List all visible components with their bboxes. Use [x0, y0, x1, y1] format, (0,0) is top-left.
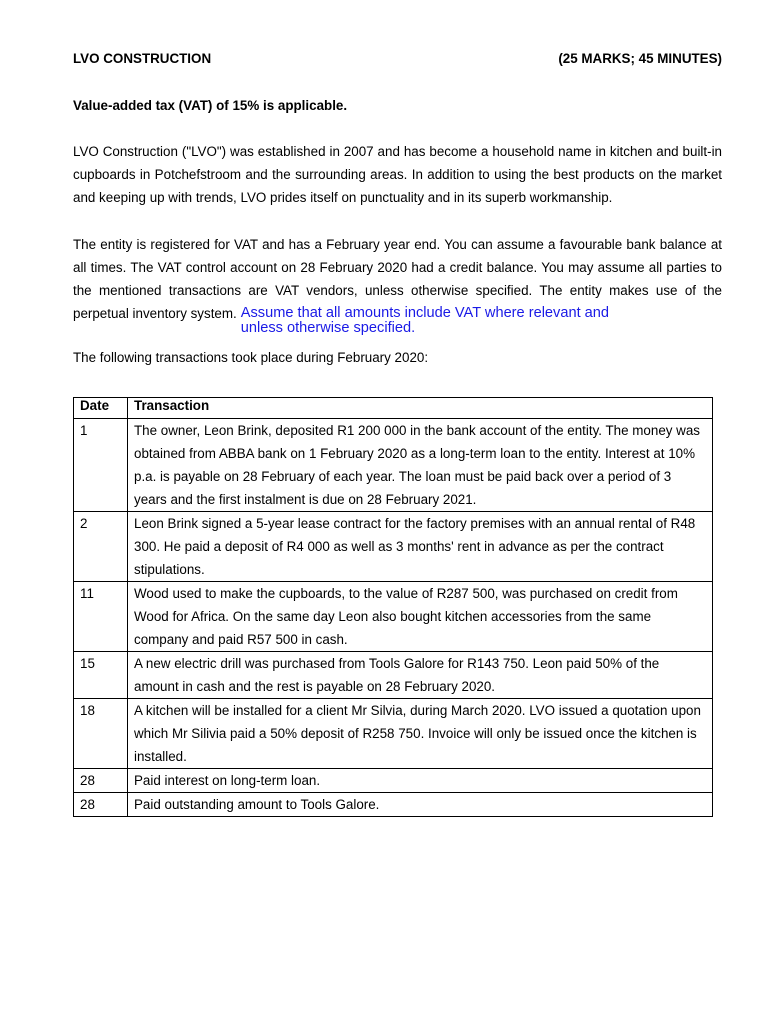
table-row	[74, 699, 713, 769]
table-row	[74, 419, 713, 512]
row-date: 2	[74, 512, 128, 582]
table-row	[74, 793, 713, 817]
document-header	[73, 51, 722, 66]
row-transaction: Leon Brink signed a 5-year lease contract for the factory premises with an annual rental of R48 300. He paid a deposit of R4 000 as well as 3 months' rent in advance as per the contract stipulations.	[128, 512, 713, 582]
document-title: LVO CONSTRUCTION	[73, 51, 212, 66]
table-row	[74, 512, 713, 582]
row-transaction: Wood used to make the cupboards, to the value of R287 500, was purchased on credit from Wood for Africa. On the same day Leon also bought kitchen accessories from the same company and paid R57 500 in cash.	[128, 582, 713, 652]
vat-inclusive-note: Assume that all amounts include VAT where relevant and unless otherwise specified.	[240, 305, 610, 336]
date-column-header: Date	[74, 398, 128, 419]
row-date: 28	[74, 769, 128, 793]
row-transaction: Paid interest on long-term loan.	[128, 769, 713, 793]
row-date: 18	[74, 699, 128, 769]
table-row	[74, 582, 713, 652]
table-row	[74, 652, 713, 699]
vat-note: Value-added tax (VAT) of 15% is applicable.	[73, 98, 348, 113]
row-date: 28	[74, 793, 128, 817]
row-date: 15	[74, 652, 128, 699]
row-date: 11	[74, 582, 128, 652]
row-transaction: The owner, Leon Brink, deposited R1 200 000 in the bank account of the entity. The money was obtained from ABBA bank on 1 February 2020 as a long-term loan to the entity. Interest at 10% p.a. is payable on 28 February of each year. The loan must be paid back over a period of 3 years and the first instalment is due on 28 February 2021.	[128, 419, 713, 512]
table-header-row	[74, 398, 713, 419]
row-date: 1	[74, 419, 128, 512]
marks-allocation: (25 MARKS; 45 MINUTES)	[558, 51, 722, 66]
table-row	[74, 769, 713, 793]
entity-info-paragraph	[73, 233, 722, 336]
row-transaction: A kitchen will be installed for a client Mr Silvia, during March 2020. LVO issued a quotation upon which Mr Silivia paid a 50% deposit of R258 750. Invoice will only be issued once the kitchen is installed.	[128, 699, 713, 769]
row-transaction: A new electric drill was purchased from Tools Galore for R143 750. Leon paid 50% of the amount in cash and the rest is payable on 28 February 2020.	[128, 652, 713, 699]
transaction-column-header: Transaction	[128, 398, 713, 419]
transactions-table	[73, 397, 713, 817]
transactions-intro: The following transactions took place during February 2020:	[73, 350, 429, 365]
company-background-paragraph: LVO Construction ("LVO") was established in 2007 and has become a household name in kitchen and built-in cupboards in Potchefstroom and the surrounding areas. In addition to using the best products on the market and keeping up with trends, LVO prides itself on punctuality and in its superb workmanship.	[73, 144, 722, 205]
entity-info-text: The entity is registered for VAT and has a February year end. You can assume a favourable bank balance at all times. The VAT control account on 28 February 2020 had a credit balance. You may assume all parties to the mentioned transactions are VAT vendors, unless otherwise specified. The entity makes use of the perpetual inventory system.	[73, 237, 722, 321]
row-transaction: Paid outstanding amount to Tools Galore.	[128, 793, 713, 817]
